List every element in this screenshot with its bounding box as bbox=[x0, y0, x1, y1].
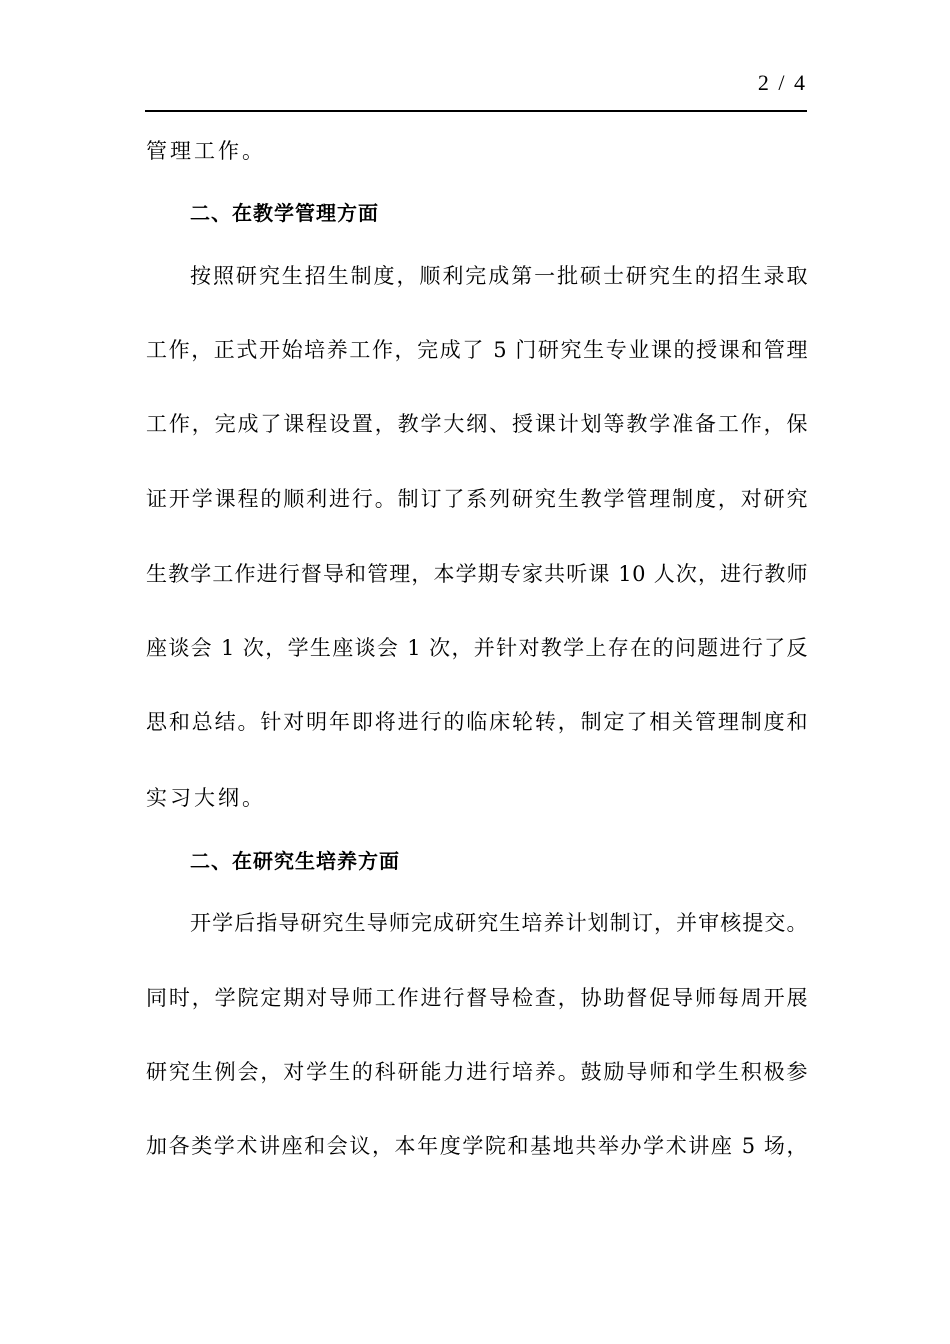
paragraph-line: 工作，正式开始培养工作，完成了 5 门研究生专业课的授课和管理 bbox=[146, 338, 808, 362]
paragraph-line: 研究生例会，对学生的科研能力进行培养。鼓励导师和学生积极参 bbox=[146, 1060, 808, 1084]
paragraph-line: 证开学课程的顺利进行。制订了系列研究生教学管理制度，对研究 bbox=[146, 487, 808, 511]
section-heading: 二、在研究生培养方面 bbox=[190, 849, 400, 873]
paragraph-line: 按照研究生招生制度，顺利完成第一批硕士研究生的招生录取 bbox=[190, 264, 808, 288]
paragraph-line: 思和总结。针对明年即将进行的临床轮转，制定了相关管理制度和 bbox=[146, 710, 808, 734]
page-number: 2 / 4 bbox=[757, 70, 807, 95]
paragraph-line: 加各类学术讲座和会议，本年度学院和基地共举办学术讲座 5 场， bbox=[146, 1134, 808, 1158]
paragraph-line: 工作，完成了课程设置，教学大纲、授课计划等教学准备工作，保 bbox=[146, 412, 808, 436]
paragraph-line: 同时，学院定期对导师工作进行督导检查，协助督促导师每周开展 bbox=[146, 986, 808, 1010]
paragraph-line: 开学后指导研究生导师完成研究生培养计划制订，并审核提交。 bbox=[190, 911, 808, 935]
paragraph-line: 实习大纲。 bbox=[146, 786, 266, 810]
paragraph-line: 管理工作。 bbox=[146, 139, 266, 163]
section-heading: 二、在教学管理方面 bbox=[190, 201, 379, 225]
paragraph-line: 生教学工作进行督导和管理，本学期专家共听课 10 人次，进行教师 bbox=[146, 562, 808, 586]
paragraph-line: 座谈会 1 次，学生座谈会 1 次，并针对教学上存在的问题进行了反 bbox=[146, 636, 808, 660]
header-rule bbox=[145, 110, 807, 112]
